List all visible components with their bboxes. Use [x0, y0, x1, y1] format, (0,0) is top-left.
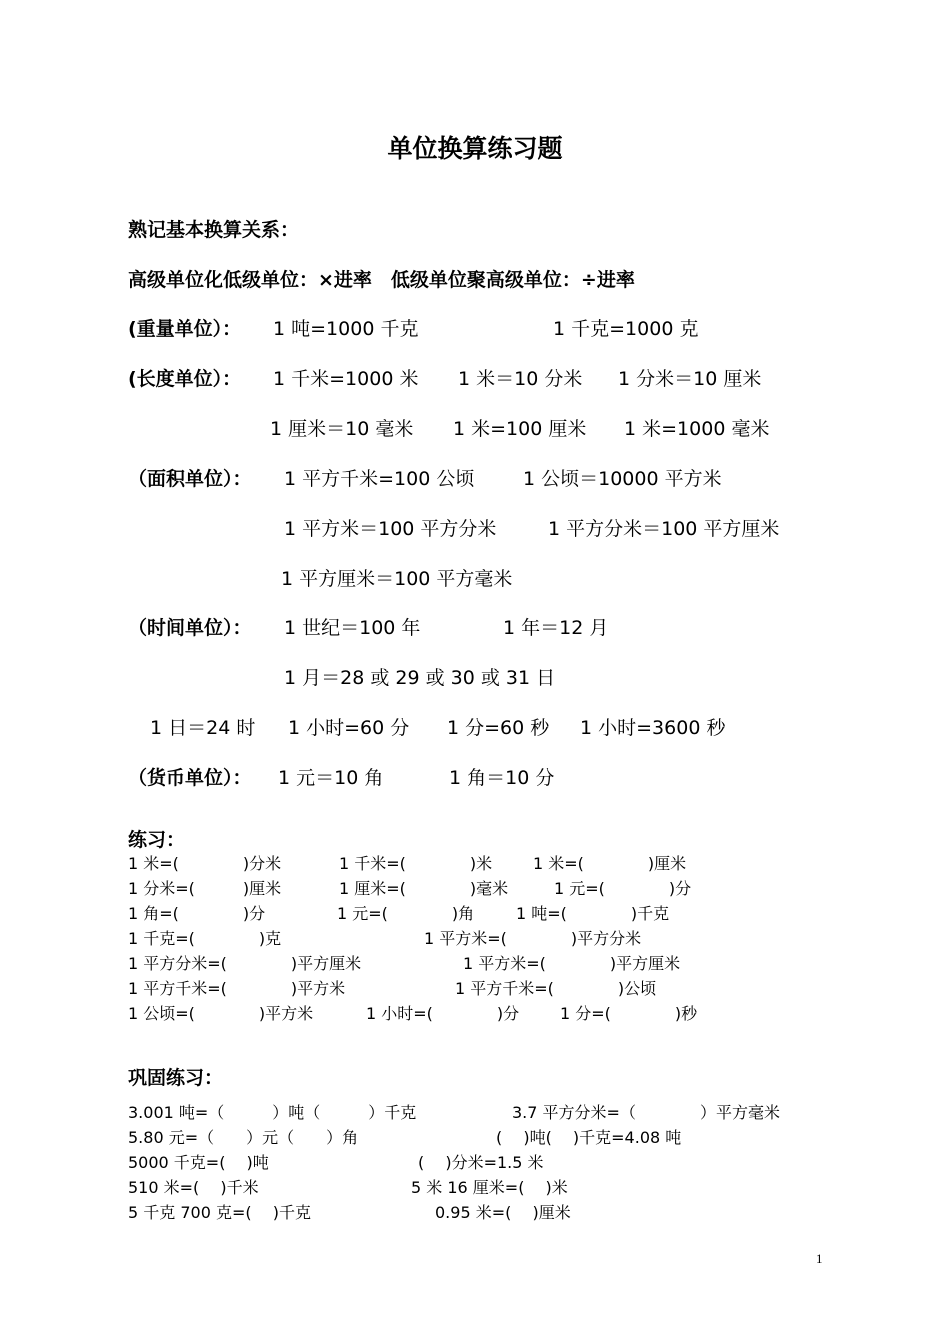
practice-item: 1 千米=( )米	[339, 854, 493, 873]
time-rule-2: 1 年＝12 月	[503, 617, 609, 639]
weight-rule-1: 1 吨=1000 千克	[273, 318, 419, 340]
area-label: （面积单位）：	[128, 468, 252, 490]
time-rule-3: 1 月＝28 或 29 或 30 或 31 日	[284, 667, 556, 689]
practice-item: 1 公顷=( )平方米	[128, 1004, 314, 1023]
consolidate-item: ( )吨( )千克=4.08 吨	[496, 1128, 682, 1147]
practice-item: 1 平方分米=( )平方厘米	[128, 954, 362, 973]
practice-item: 1 平方米=( )平方厘米	[463, 954, 681, 973]
area-rule-2: 1 公顷＝10000 平方米	[523, 468, 722, 490]
page-number: 1	[816, 1251, 823, 1266]
length-rule-2: 1 米＝10 分米	[458, 368, 583, 390]
length-rule-6: 1 米=1000 毫米	[624, 418, 770, 440]
length-rule-1: 1 千米=1000 米	[273, 368, 419, 390]
practice-item: 1 元=( )分	[554, 879, 692, 898]
area-rule-3: 1 平方米＝100 平方分米	[284, 518, 497, 540]
consolidate-heading: 巩固练习：	[128, 1067, 224, 1089]
practice-item: 1 分=( )秒	[560, 1004, 698, 1023]
weight-label: (重量单位）：	[128, 318, 242, 340]
length-rule-4: 1 厘米＝10 毫米	[270, 418, 414, 440]
area-rule-4: 1 平方分米＝100 平方厘米	[548, 518, 780, 540]
time-rule-5: 1 小时=60 分	[288, 717, 410, 739]
consolidate-item: 5 米 16 厘米=( )米	[411, 1178, 568, 1197]
time-rule-4: 1 日＝24 时	[150, 717, 256, 739]
money-rule-2: 1 角＝10 分	[449, 767, 555, 789]
money-rule-1: 1 元＝10 角	[278, 767, 384, 789]
conversion-rule: 高级单位化低级单位：×进率 低级单位聚高级单位：÷进率	[128, 269, 635, 291]
consolidate-item: 3.001 吨=（ ）吨（ ）千克	[128, 1103, 417, 1122]
weight-rule-2: 1 千克=1000 克	[553, 318, 699, 340]
practice-heading: 练习：	[128, 829, 186, 851]
practice-item: 1 平方千米=( )平方米	[128, 979, 346, 998]
practice-item: 1 平方千米=( )公顷	[455, 979, 657, 998]
practice-item: 1 元=( )角	[337, 904, 475, 923]
money-label: （货币单位）：	[128, 767, 252, 789]
area-rule-1: 1 平方千米=100 公顷	[284, 468, 475, 490]
practice-item: 1 平方米=( )平方分米	[424, 929, 642, 948]
consolidate-item: 5000 千克=( )吨	[128, 1153, 269, 1172]
practice-item: 1 米=( )厘米	[533, 854, 687, 873]
time-rule-1: 1 世纪＝100 年	[284, 617, 421, 639]
section-basic-heading: 熟记基本换算关系：	[128, 219, 300, 241]
length-rule-3: 1 分米＝10 厘米	[618, 368, 762, 390]
page-title: 单位换算练习题	[387, 134, 563, 163]
consolidate-item: ( )分米=1.5 米	[418, 1153, 544, 1172]
length-label: (长度单位）：	[128, 368, 242, 390]
practice-item: 1 分米=( )厘米	[128, 879, 282, 898]
practice-item: 1 角=( )分	[128, 904, 266, 923]
practice-item: 1 小时=( )分	[366, 1004, 520, 1023]
practice-item: 1 千克=( )克	[128, 929, 282, 948]
time-rule-7: 1 小时=3600 秒	[580, 717, 726, 739]
consolidate-item: 510 米=( )千米	[128, 1178, 259, 1197]
time-label: （时间单位）：	[128, 617, 252, 639]
practice-item: 1 米=( )分米	[128, 854, 282, 873]
practice-item: 1 吨=( )千克	[516, 904, 670, 923]
time-rule-6: 1 分=60 秒	[447, 717, 550, 739]
area-rule-5: 1 平方厘米＝100 平方毫米	[281, 568, 513, 590]
consolidate-item: 5 千克 700 克=( )千克	[128, 1203, 311, 1222]
practice-item: 1 厘米=( )毫米	[339, 879, 509, 898]
consolidate-item: 3.7 平方分米=（ ）平方毫米	[512, 1103, 780, 1122]
consolidate-item: 0.95 米=( )厘米	[435, 1203, 571, 1222]
consolidate-item: 5.80 元=（ ）元（ ）角	[128, 1128, 359, 1147]
length-rule-5: 1 米=100 厘米	[453, 418, 587, 440]
